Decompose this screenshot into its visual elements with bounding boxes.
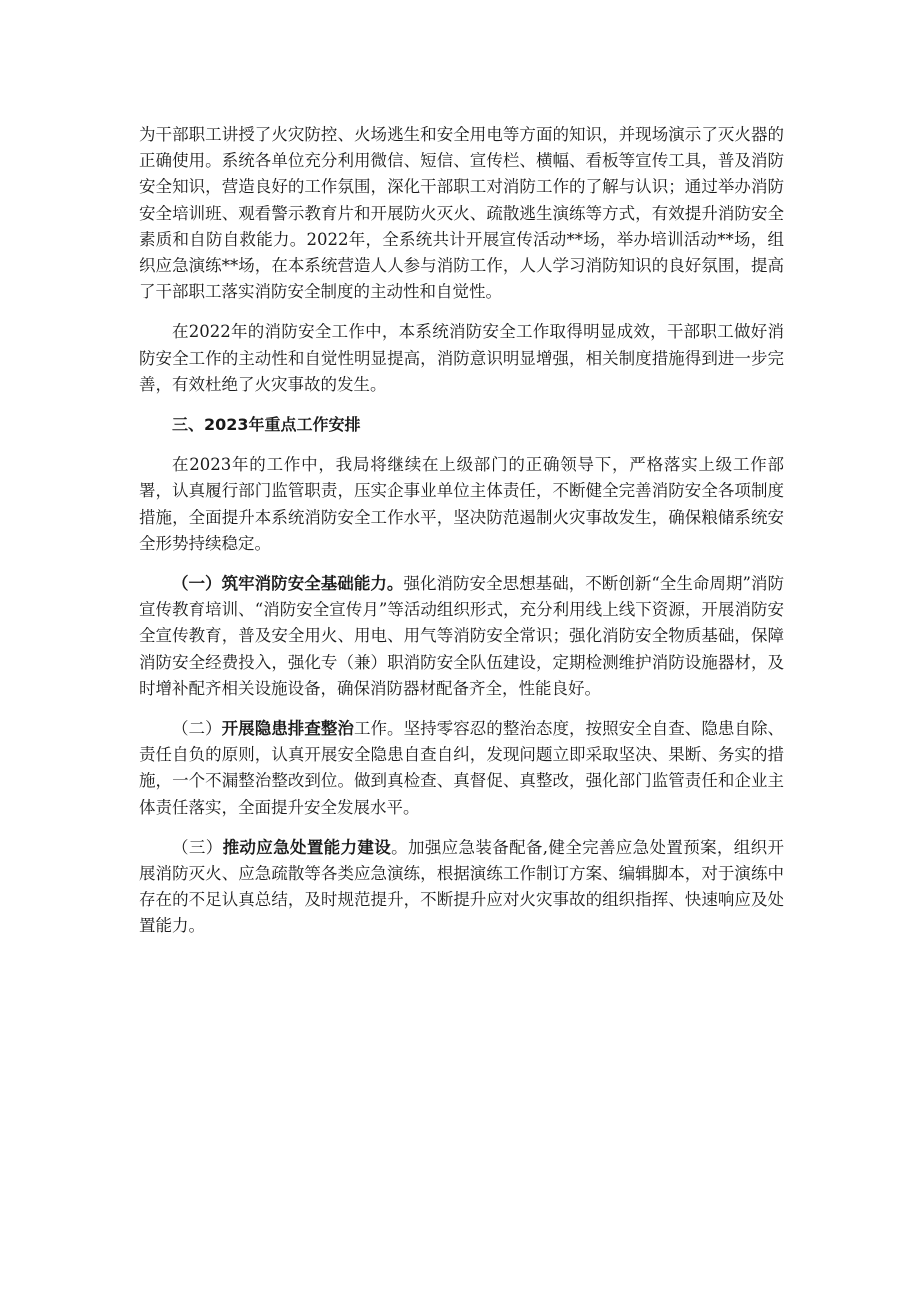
plan-item-3-body: 。加强应急装备配备,健全完善应急处置预案，组织开展消防灭火、应急疏散等各类应急演练，根据演练工作制订方案、编辑脚本，对于演练中存在的不足认真总结，及时规范提升，不断提升应对火灾事故的组织指挥、快速响应及处置能力。	[139, 837, 785, 936]
plan-item-3-lead: 推动应急处置能力建设	[222, 837, 392, 857]
plan-item-2-prefix: （二）	[172, 719, 222, 739]
document-body	[139, 122, 784, 954]
plan-item-1-body: 强化消防安全思想基础，不断创新“全生命周期”消防宣传教育培训、“消防安全宣传月”等活动组织形式，充分利用线上线下资源，开展消防安全宣传教育，普及安全用火、用电、用气等消防安全常识；强化消防安全物质基础，保障消防安全经费投入，强化专（兼）职消防安全队伍建设，定期检测维护消防设施器材，及时增补配齐相关设施设备，确保消防器材配备齐全，性能良好。	[139, 574, 785, 698]
plan-item-1-prefix: （一）	[172, 574, 222, 594]
plan-item-3-prefix: （三）	[172, 837, 223, 857]
section-heading-2023-plan: 三、2023年重点工作安排	[172, 415, 361, 435]
paragraph-2023-intro: 在2023年的工作中，我局将继续在上级部门的正确领导下，严格落实上级工作部署，认真履行部门监管职责，压实企事业单位主体责任，不断健全完善消防安全各项制度措施，全面提升本系统消防安全工作水平，坚决防范遏制火灾事故发生，确保粮储系统安全形势持续稳定。	[139, 455, 784, 553]
paragraph-2022-results: 在2022年的消防安全工作中，本系统消防安全工作取得明显成效，干部职工做好消防安全工作的主动性和自觉性明显提高，消防意识明显增强，相关制度措施得到进一步完善，有效杜绝了火灾事故的发生。	[139, 322, 784, 394]
plan-item-2-body: 工作。坚持零容忍的整治态度，按照安全自查、隐患自除、责任自负的原则，认真开展安全隐患自查自纠，发现问题立即采取坚决、果断、务实的措施，一个不漏整治整改到位。做到真检查、真督促、真整改，强化部门监管责任和企业主体责任落实，全面提升安全发展水平。	[139, 719, 785, 817]
plan-item-2-lead: 开展隐患排查整治	[221, 719, 354, 739]
plan-item-3	[139, 835, 784, 940]
plan-item-2	[139, 716, 784, 821]
plan-item-1	[139, 571, 784, 702]
paragraph-fire-training-summary: 为干部职工讲授了火灾防控、火场逃生和安全用电等方面的知识，并现场演示了灭火器的正确使用。系统各单位充分利用微信、短信、宣传栏、横幅、看板等宣传工具，普及消防安全知识，营造良好的工作氛围，深化干部职工对消防工作的了解与认识；通过举办消防安全培训班、观看警示教育片和开展防火灭火、疏散逃生演练等方式，有效提升消防安全素质和自防自救能力。2022年，全系统共计开展宣传活动**场，举办培训活动**场，组织应急演练**场，在本系统营造人人参与消防工作，人人学习消防知识的良好氛围，提高了干部职工落实消防安全制度的主动性和自觉性。	[139, 125, 784, 302]
plan-item-1-lead: 筑牢消防安全基础能力。	[221, 574, 404, 594]
